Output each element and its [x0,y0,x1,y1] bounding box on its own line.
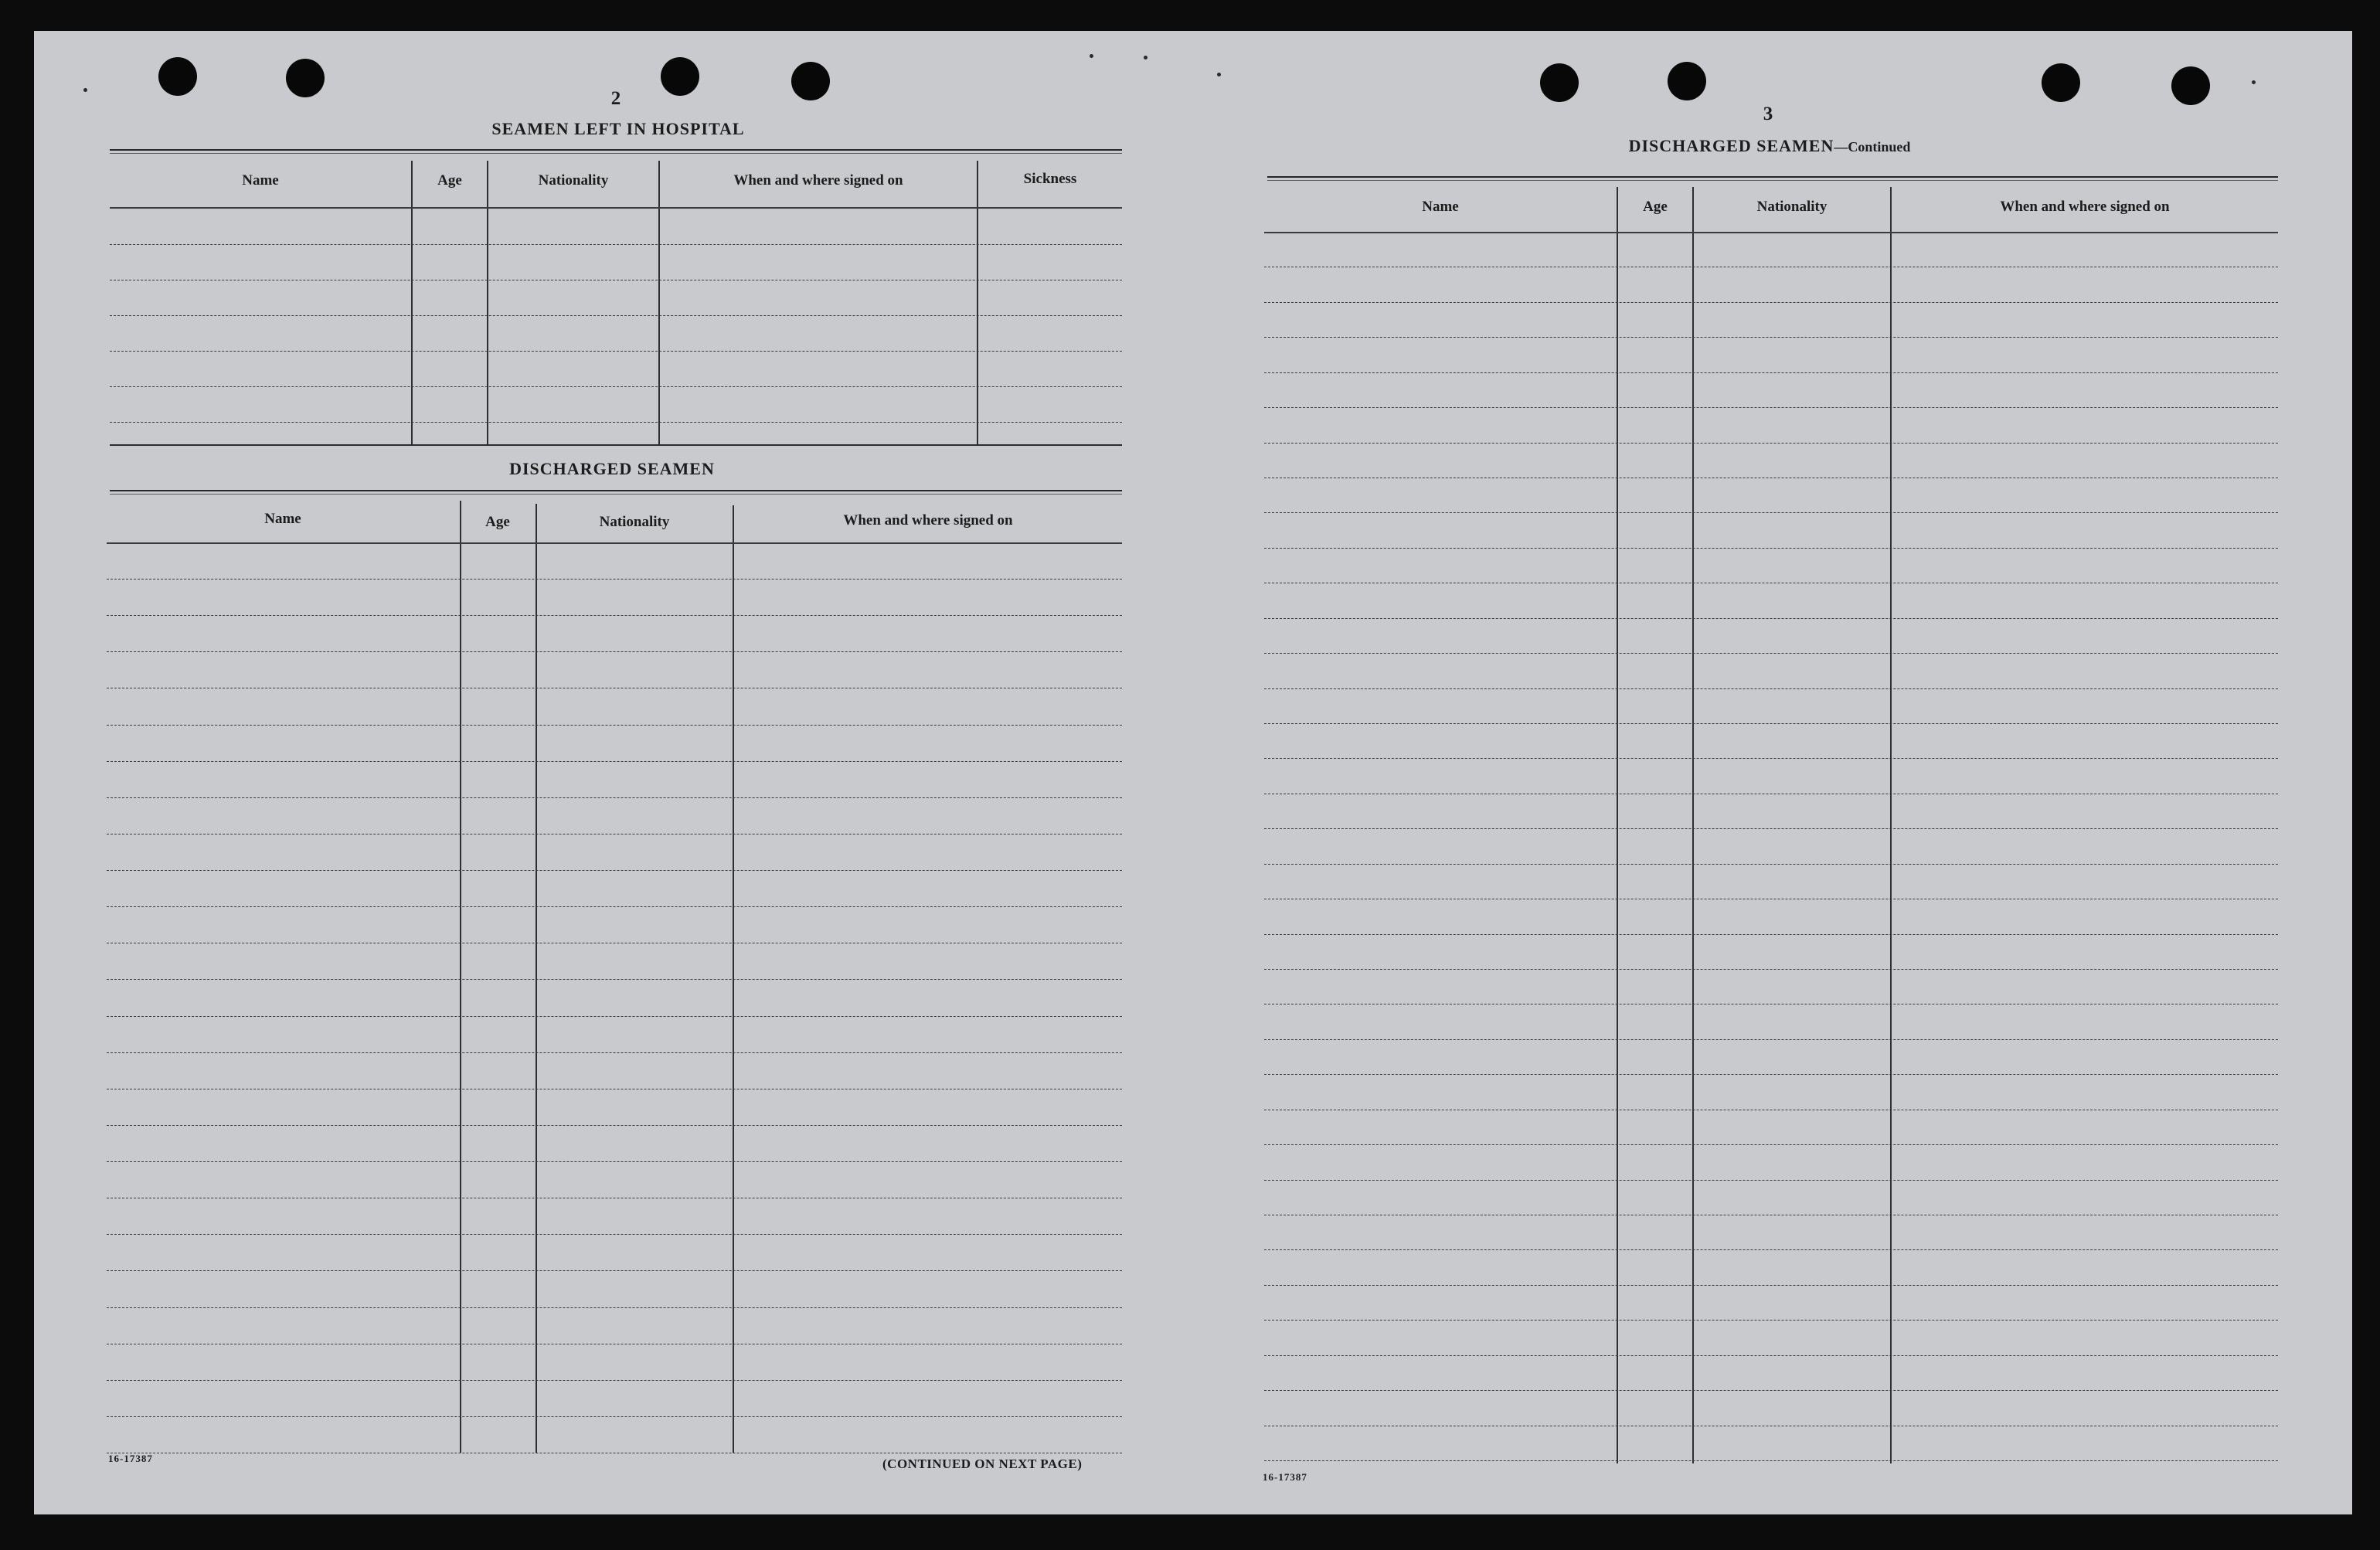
table-row-line [107,1016,1122,1017]
discharged-section-title: DISCHARGED SEAMEN [509,459,715,478]
table-row-line [107,797,1122,798]
table-row-line [1264,337,2278,338]
table-row-line [107,1380,1122,1381]
table-row-line [1264,969,2278,970]
discharged-col-age: Age [485,514,510,530]
table-row-line [1264,302,2278,303]
table-row-line [1264,1144,2278,1145]
binder-hole [661,57,699,96]
table-row-line [1264,1039,2278,1040]
hospital-col-divider [977,161,978,445]
table-row-line [107,579,1122,580]
hospital-table [110,155,1122,445]
table-row-line [1264,1320,2278,1321]
table-row-line [1264,653,2278,654]
table-row-line [107,1052,1122,1053]
binder-hole [2171,66,2210,105]
table-row-line [1264,934,2278,935]
hospital-col-sickness: Sickness [1023,171,1077,187]
discharged-col-divider [460,501,461,1453]
continued-col-divider [1692,187,1694,1463]
continued-col-age: Age [1643,199,1668,215]
table-row-line [1264,372,2278,373]
hospital-col-name: Name [242,172,279,189]
continued-col-divider [1890,187,1892,1463]
binder-hole [158,57,197,96]
continued-note: (CONTINUED ON NEXT PAGE) [882,1457,1083,1471]
hospital-col-divider [658,161,660,445]
right-form-number: 16-17387 [1263,1471,1307,1483]
table-row-line [1264,1285,2278,1286]
continued-col-nationality: Nationality [1756,199,1828,215]
discharged-table [107,496,1122,1453]
discharged-col-divider [536,504,537,1453]
table-row-line [1264,864,2278,865]
hospital-row-line [110,386,1122,387]
hospital-col-signed-on: When and where signed on [733,172,903,189]
table-row-line [1264,828,2278,829]
table-row-line [107,1270,1122,1271]
left-page-number: 2 [610,88,621,109]
table-row-line [107,1416,1122,1417]
table-row-line [1264,443,2278,444]
table-row-line [107,906,1122,907]
table-row-line [1264,723,2278,724]
paper-speck [1144,56,1148,59]
table-row-line [107,1307,1122,1308]
hospital-row-line [110,244,1122,245]
hospital-top-rule [110,149,1122,154]
table-row-line [107,725,1122,726]
table-row-line [1264,1460,2278,1461]
discharged-continued-title [1538,136,2001,156]
table-row-line [1264,1390,2278,1391]
discharged-col-nationality: Nationality [599,514,670,530]
hospital-col-nationality: Nationality [538,172,609,189]
right-page-number: 3 [1763,104,1773,124]
table-row-line [107,1125,1122,1126]
hospital-row-line [110,351,1122,352]
table-row-line [107,651,1122,652]
discharged-header-underline [107,542,1122,544]
table-row-line [1264,1355,2278,1356]
table-row-line [1264,758,2278,759]
discharged-continued-title-main: DISCHARGED SEAMEN [1628,136,1834,155]
continued-col-name: Name [1422,199,1459,215]
discharged-top-rule [110,490,1122,495]
table-row-line [1264,548,2278,549]
table-row-line [107,1234,1122,1235]
discharged-continued-table [1264,184,2278,1463]
binder-hole [2042,63,2080,102]
binder-hole [1668,62,1706,100]
binder-hole [791,62,830,100]
paper-speck [1090,54,1093,58]
hospital-row-line [110,422,1122,423]
table-row-line [1264,512,2278,513]
binder-hole [1540,63,1579,102]
continued-header-underline [1264,232,2278,233]
hospital-col-divider [411,161,413,445]
table-row-line [1264,618,2278,619]
table-row-line [107,979,1122,980]
table-row-line [107,1161,1122,1162]
binder-hole [286,59,325,97]
paper-speck [83,88,87,92]
hospital-col-age: Age [437,172,462,189]
discharged-col-signed-on: When and where signed on [843,512,1013,529]
table-row-line [107,761,1122,762]
table-row-line [1264,688,2278,689]
continued-top-rule [1267,176,2278,181]
hospital-bottom-rule [110,444,1122,446]
continued-col-divider [1617,187,1618,1463]
discharged-col-name: Name [264,511,301,527]
table-row-line [107,870,1122,871]
hospital-row-line [110,315,1122,316]
paper-speck [2252,80,2256,84]
table-row-line [1264,1180,2278,1181]
left-form-number: 16-17387 [108,1453,153,1464]
discharged-continued-title-suffix: —Continued [1834,139,1911,155]
continued-col-signed-on: When and where signed on [2000,199,2170,215]
table-row-line [1264,1074,2278,1075]
hospital-col-divider [487,161,488,445]
table-row-line [1264,1249,2278,1250]
paper-speck [1217,73,1221,76]
hospital-header-underline [110,207,1122,209]
hospital-section-title: SEAMEN LEFT IN HOSPITAL [491,119,745,138]
table-row-line [1264,407,2278,408]
table-row-line [107,615,1122,616]
